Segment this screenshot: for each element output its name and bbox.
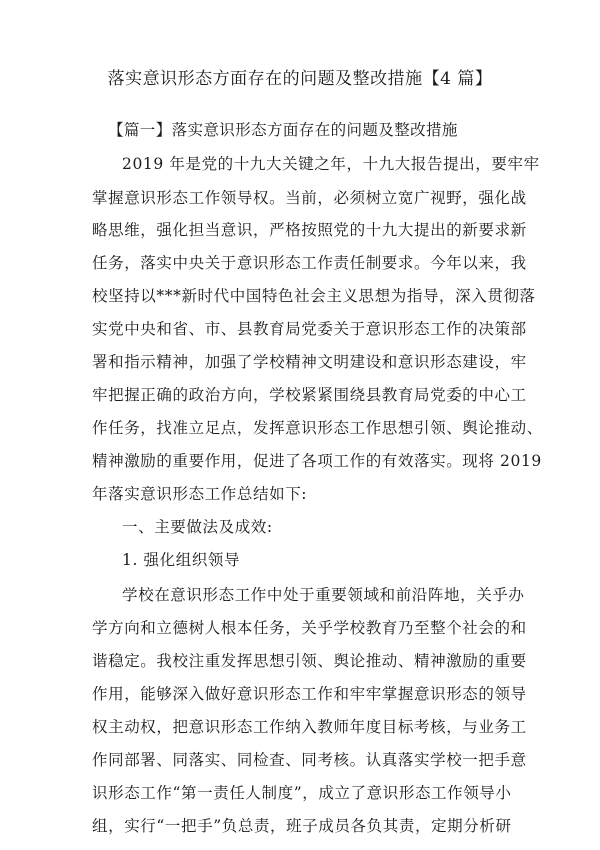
paragraph1-line: 作任务，找准立足点，发挥意识形态工作思想引领、舆论推动、	[92, 419, 543, 437]
paragraph1-line: 掌握意识形态工作领导权。当前，必须树立宽广视野，强化战	[92, 189, 527, 207]
paragraph1-line: 任务，落实中央关于意识形态工作责任制要求。今年以来，我	[92, 254, 527, 272]
paragraph1-line: 署和指示精神，加强了学校精神文明建设和意识形态建设，牢	[92, 353, 527, 371]
paragraph2-line: 谐稳定。我校注重发挥思想引领、舆论推动、精神激励的重要	[92, 652, 527, 670]
paragraph1-line: 实党中央和省、市、县教育局党委关于意识形态工作的决策部	[92, 320, 527, 338]
paragraph1-line: 牢把握正确的政治方向，学校紧紧围绕县教育局党委的中心工	[92, 386, 527, 404]
paragraph2-line: 学方向和立德树人根本任务，关乎学校教育乃至整个社会的和	[92, 619, 527, 637]
section-heading: 【篇一】落实意识形态方面存在的问题及整改措施	[108, 121, 458, 139]
sub-heading: 1. 强化组织领导	[122, 551, 241, 569]
paragraph1-line: 精神激励的重要作用，促进了各项工作的有效落实。现将 2019	[92, 452, 542, 470]
paragraph2-line: 识形态工作“第一责任人制度”，成立了意识形态工作领导小	[92, 784, 512, 802]
paragraph2-line: 作同部署、同落实、同检查、同考核。认真落实学校一把手意	[92, 751, 527, 769]
paragraph1-line: 校坚持以***新时代中国特色社会主义思想为指导，深入贯彻落	[92, 287, 536, 305]
document-title: 落实意识形态方面存在的问题及整改措施【4 篇】	[107, 69, 493, 89]
paragraph1-line: 略思维，强化担当意识，严格按照党的十九大提出的新要求新	[92, 221, 527, 239]
paragraph2-line: 权主动权，把意识形态工作纳入教师年度目标考核，与业务工	[92, 718, 527, 736]
paragraph1-line: 2019 年是党的十九大关键之年，十九大报告提出，要牢牢	[122, 155, 540, 173]
main-heading: 一、主要做法及成效:	[122, 518, 273, 536]
paragraph2-line: 学校在意识形态工作中处于重要领域和前沿阵地，关乎办	[122, 586, 525, 604]
paragraph2-line: 作用，能够深入做好意识形态工作和牢牢掌握意识形态的领导	[92, 685, 527, 703]
paragraph2-line: 组，实行“一把手”负总责，班子成员各负其责，定期分析研	[92, 817, 512, 835]
paragraph1-line: 年落实意识形态工作总结如下:	[92, 485, 308, 503]
